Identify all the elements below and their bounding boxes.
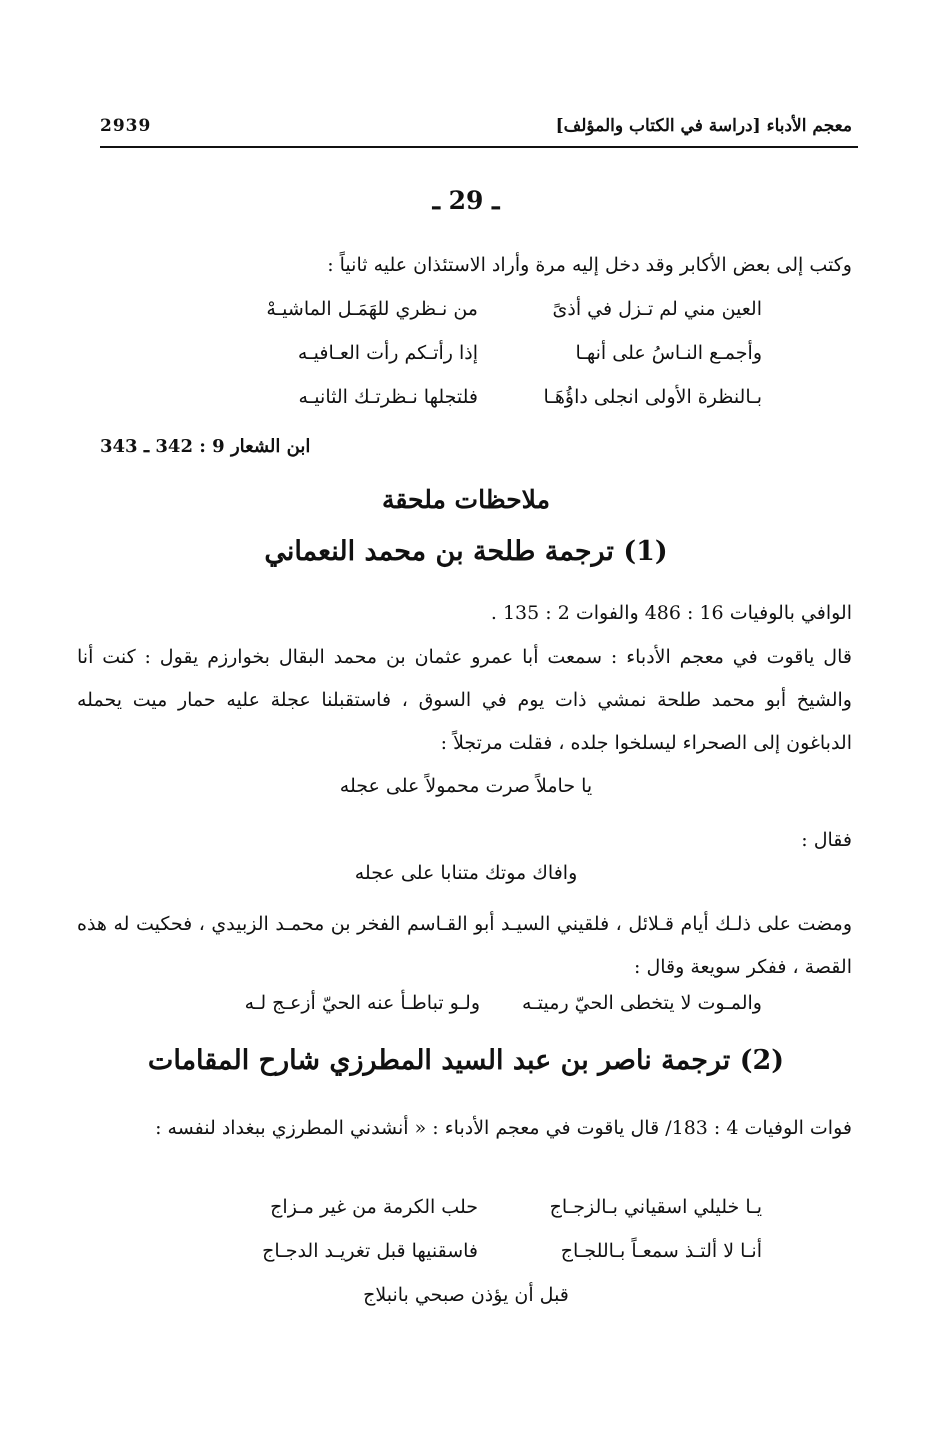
- poem1-line2-right: وأجمـع النـاسُ على أنهـا: [575, 342, 762, 364]
- poem1-line2-left: إذا رأتـكم رأت العـافيـه: [297, 342, 478, 364]
- note1-paragraph2: ومضت على ذلـك أيام قـلائل ، فلقيني السيـد أبو القـاسم الفخر بن محمـد الزبيدي ، فحكيت له هذه القصة ، ففكر سويعة وقال :: [77, 913, 852, 978]
- poem2-last-line: قبل أن يؤذن صبحي بانبلاج: [363, 1284, 569, 1306]
- running-header-title: معجم الأدباء [دراسة في الكتاب والمؤلف]: [555, 116, 852, 136]
- poem1-line1-left: من نـظري للهَمَـل الماشيـهْ: [266, 298, 478, 320]
- note1-final-left: ولـو تباطـأ عنه الحيّ أزعـج لـه: [244, 992, 480, 1014]
- note1-title: (1) ترجمة طلحة بن محمد النعماني: [264, 536, 668, 567]
- intro-paragraph: وكتب إلى بعض الأكابر وقد دخل إليه مرة وأراد الاستئذان عليه ثانياً :: [327, 254, 852, 276]
- note1-final-right: والمـوت لا يتخطى الحيّ رميتـه: [522, 992, 762, 1014]
- source-citation: ابن الشعار 9 : 342 ـ 343: [100, 436, 311, 457]
- note1-reference: الوافي بالوفيات 16 : 486 والفوات 2 : 135 .: [490, 602, 852, 624]
- poem2-line2-left: فاسقنيها قبل تغريـد الدجـاج: [262, 1240, 478, 1262]
- note2-title: (2) ترجمة ناصر بن عبد السيد المطرزي شارح المقامات: [147, 1045, 785, 1076]
- note1-verse-a: يا حاملاً صرت محمولاً على عجله: [339, 775, 593, 797]
- poem1-line3-right: بـالنظرة الأولى انجلى داؤُهَـا: [543, 386, 762, 408]
- note2-paragraph: فوات الوفيات 4 : 183/ قال ياقوت في معجم الأدباء : « أنشدني المطرزي ببغداد لنفسه :: [155, 1117, 852, 1139]
- note1-paragraph: قال ياقوت في معجم الأدباء : سمعت أبا عمرو عثمان بن محمد البقال بخوارزم يقول : كنت أنا والشيخ أبو محمد طلحة نمشي ذات يوم في السوق ، فاستقبلنا عجلة عليه حمار ميت يحمله الدباغون إلى الصحراء ليسلخوا جلده ، فقلت مرتجلاً :: [77, 646, 852, 754]
- notes-heading: ملاحظات ملحقة: [382, 485, 550, 514]
- poem1-line3-left: فلتجلها نـظرتـك الثانيـه: [298, 386, 478, 408]
- section-number: ـ 29 ـ: [432, 186, 500, 215]
- poem1-line1-right: العين مني لم تـزل في أذىً: [552, 298, 762, 320]
- poem2-line1-right: يـا خليلي اسقياني بـالزجـاج: [549, 1196, 762, 1218]
- header-rule: [100, 146, 858, 148]
- page-number: 2939: [100, 116, 152, 136]
- poem2-line2-right: أنـا لا ألتـذ سمعـاً بـاللجـاج: [560, 1240, 762, 1262]
- note1-said: فقال :: [801, 829, 852, 851]
- note1-verse-b: وافاك موتك متنابا على عجله: [354, 862, 578, 884]
- poem2-line1-left: حلب الكرمة من غير مـزاج: [270, 1196, 478, 1218]
